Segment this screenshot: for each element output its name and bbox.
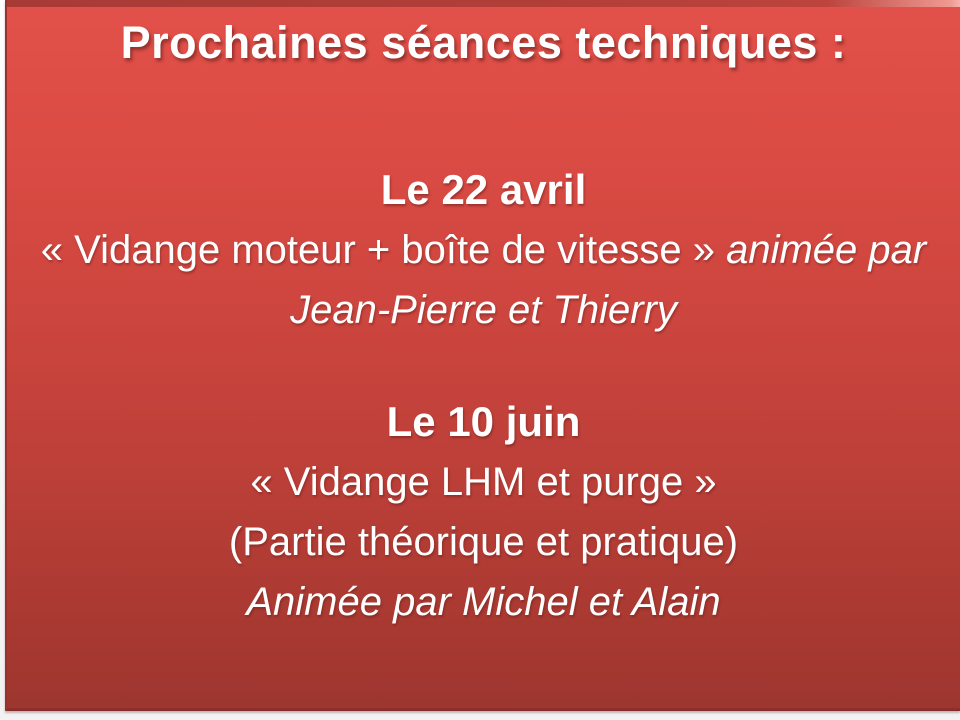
slide-panel <box>5 0 960 711</box>
session-1-description <box>28 220 940 340</box>
session-2-description <box>229 452 738 632</box>
session-2-date: Le 10 juin <box>386 398 581 445</box>
session-1-topic: « Vidange moteur + boîte de vitesse » <box>40 228 715 272</box>
session-1-host: animée par Jean-Pierre et Thierry <box>290 228 927 332</box>
session-1-date: Le 22 avril <box>380 166 587 213</box>
session-2-host: Animée par Michel et Alain <box>246 580 721 624</box>
slide-title: Prochaines séances techniques : <box>120 17 847 68</box>
session-2-detail: (Partie théorique et pratique) <box>228 520 739 564</box>
slide-content <box>7 0 960 711</box>
session-2-topic: « Vidange LHM et purge » <box>250 460 717 504</box>
